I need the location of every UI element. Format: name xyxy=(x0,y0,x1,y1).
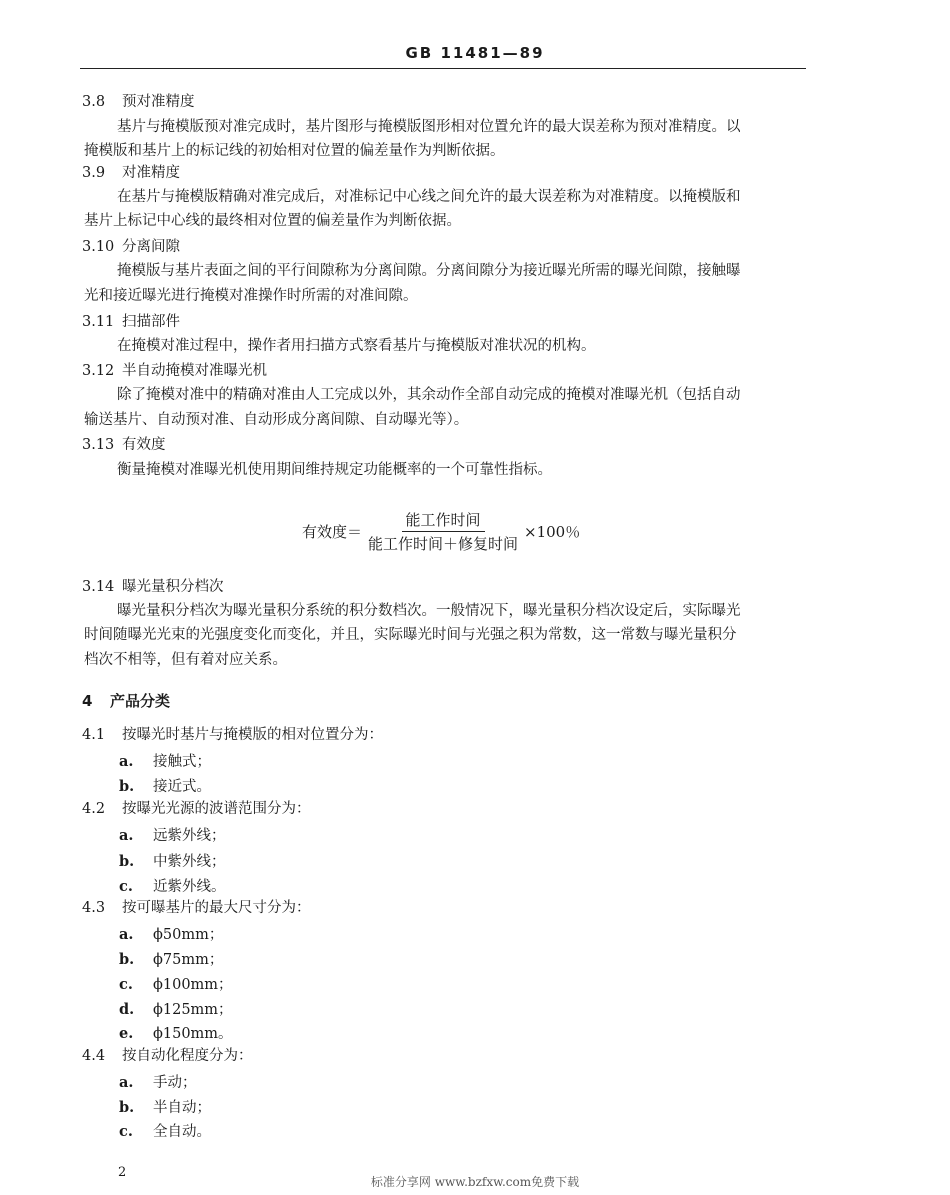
list-item-label: a. xyxy=(119,753,134,770)
clause-title: 预对准精度 xyxy=(122,94,195,110)
formula-fraction xyxy=(364,509,522,554)
clause-heading xyxy=(82,361,267,381)
list-item xyxy=(119,1120,211,1141)
clause-text-line: 掩模版与基片表面之间的平行间隙称为分离间隙。分离间隙分为接近曝光所需的曝光间隙，接触曝 xyxy=(117,263,741,279)
clause-number: 3.13 xyxy=(82,437,115,453)
list-item xyxy=(119,1022,233,1043)
subclause-title: 按曝光时基片与掩模版的相对位置分为： xyxy=(122,727,383,743)
clause-text-line: 掩模版和基片上的标记线的初始相对位置的偏差量作为判断依据。 xyxy=(84,143,505,159)
page-number: 2 xyxy=(118,1165,127,1180)
clause-title: 对准精度 xyxy=(122,165,180,181)
list-item-text: 半自动； xyxy=(153,1100,211,1116)
section-number: 4 xyxy=(82,692,93,710)
list-item-text: ϕ50mm； xyxy=(153,927,224,943)
list-item-label: a. xyxy=(119,1074,134,1091)
list-item-text: ϕ125mm； xyxy=(153,1002,233,1018)
subclause-title: 按自动化程度分为： xyxy=(122,1048,253,1064)
list-item-label: b. xyxy=(119,951,135,968)
subclause-heading xyxy=(82,799,311,819)
list-item-text: 接近式。 xyxy=(153,779,211,795)
clause-title: 有效度 xyxy=(122,437,166,453)
list-item-label: c. xyxy=(119,1123,133,1140)
clause-number: 3.14 xyxy=(82,579,115,595)
list-item xyxy=(119,824,226,845)
list-item xyxy=(119,1071,197,1092)
clause-text-line: 档次不相等，但有着对应关系。 xyxy=(84,652,287,668)
list-item-label: b. xyxy=(119,853,135,870)
section-heading xyxy=(82,690,170,711)
list-item xyxy=(119,750,211,771)
list-item-text: 近紫外线。 xyxy=(153,879,226,895)
list-item-text: 全自动。 xyxy=(153,1124,211,1140)
clause-text-line: 基片上标记中心线的最终相对位置的偏差量作为判断依据。 xyxy=(84,213,461,229)
clause-heading xyxy=(82,577,224,597)
clause-heading xyxy=(82,312,180,332)
list-item-label: c. xyxy=(119,878,133,895)
subclause-title: 按可曝基片的最大尺寸分为： xyxy=(122,900,311,916)
list-item-label: a. xyxy=(119,926,134,943)
formula-lhs: 有效度＝ xyxy=(302,523,363,541)
availability-formula xyxy=(302,509,580,554)
formula-denominator: 能工作时间＋修复时间 xyxy=(368,535,519,553)
clause-text-line: 基片与掩模版预对准完成时，基片图形与掩模版图形相对位置允许的最大误差称为预对准精度。以 xyxy=(117,119,741,135)
list-item-label: a. xyxy=(119,827,134,844)
list-item xyxy=(119,850,226,871)
list-item-label: e. xyxy=(119,1025,134,1042)
header-rule xyxy=(80,68,806,69)
list-item-text: 远紫外线； xyxy=(153,828,226,844)
list-item xyxy=(119,923,223,944)
list-item xyxy=(119,775,211,796)
clause-title: 曝光量积分档次 xyxy=(122,579,224,595)
list-item-label: b. xyxy=(119,1099,135,1116)
clause-heading xyxy=(82,237,180,257)
subclause-heading xyxy=(82,898,311,918)
clause-heading xyxy=(82,163,180,183)
subclause-heading xyxy=(82,1046,253,1066)
list-item-label: c. xyxy=(119,976,133,993)
list-item-text: ϕ75mm； xyxy=(153,952,224,968)
list-item-text: ϕ150mm。 xyxy=(153,1026,233,1042)
section-title: 产品分类 xyxy=(110,692,171,710)
clause-text-line: 在掩模对准过程中，操作者用扫描方式察看基片与掩模版对准状况的机构。 xyxy=(117,338,596,354)
formula-numerator: 能工作时间 xyxy=(402,509,485,532)
clause-title: 半自动掩模对准曝光机 xyxy=(122,363,267,379)
clause-text-line: 在基片与掩模版精确对准完成后，对准标记中心线之间允许的最大误差称为对准精度。以掩模版和 xyxy=(117,189,741,205)
subclause-number: 4.3 xyxy=(82,900,106,916)
clause-heading xyxy=(82,435,166,455)
clause-number: 3.9 xyxy=(82,165,106,181)
clause-heading xyxy=(82,92,195,112)
list-item-text: 接触式； xyxy=(153,754,211,770)
list-item xyxy=(119,973,233,994)
list-item-text: 手动； xyxy=(153,1075,197,1091)
list-item xyxy=(119,1096,211,1117)
list-item-label: b. xyxy=(119,778,135,795)
list-item xyxy=(119,875,226,896)
clause-text-line: 衡量掩模对准曝光机使用期间维持规定功能概率的一个可靠性指标。 xyxy=(117,462,552,478)
subclause-heading xyxy=(82,725,383,745)
subclause-number: 4.2 xyxy=(82,801,106,817)
clause-number: 3.10 xyxy=(82,239,115,255)
subclause-title: 按曝光光源的波谱范围分为： xyxy=(122,801,311,817)
list-item-text: ϕ100mm； xyxy=(153,977,233,993)
clause-text-line: 光和接近曝光进行掩模对准操作时所需的对准间隙。 xyxy=(84,288,418,304)
clause-text-line: 时间随曝光光束的光强度变化而变化，并且，实际曝光时间与光强之积为常数，这一常数与曝光量积分 xyxy=(84,627,737,643)
clause-text-line: 输送基片、自动预对准、自动形成分离间隙、自动曝光等）。 xyxy=(84,412,469,428)
subclause-number: 4.4 xyxy=(82,1048,106,1064)
subclause-number: 4.1 xyxy=(82,727,106,743)
list-item xyxy=(119,948,223,969)
clause-number: 3.11 xyxy=(82,314,115,330)
clause-title: 扫描部件 xyxy=(122,314,180,330)
clause-number: 3.12 xyxy=(82,363,115,379)
clause-text-line: 除了掩模对准中的精确对准由人工完成以外，其余动作全部自动完成的掩模对准曝光机（包括自动 xyxy=(117,387,741,403)
footer-watermark: 标准分享网 www.bzfxw.com免费下载 xyxy=(370,1175,580,1189)
list-item-text: 中紫外线； xyxy=(153,854,226,870)
clause-title: 分离间隙 xyxy=(122,239,180,255)
list-item-label: d. xyxy=(119,1001,135,1018)
list-item xyxy=(119,998,233,1019)
page-header: GB 11481—89 xyxy=(405,44,545,62)
formula-suffix: ×100％ xyxy=(524,523,581,541)
clause-number: 3.8 xyxy=(82,94,106,110)
clause-text-line: 曝光量积分档次为曝光量积分系统的积分数档次。一般情况下，曝光量积分档次设定后，实际曝光 xyxy=(117,603,741,619)
